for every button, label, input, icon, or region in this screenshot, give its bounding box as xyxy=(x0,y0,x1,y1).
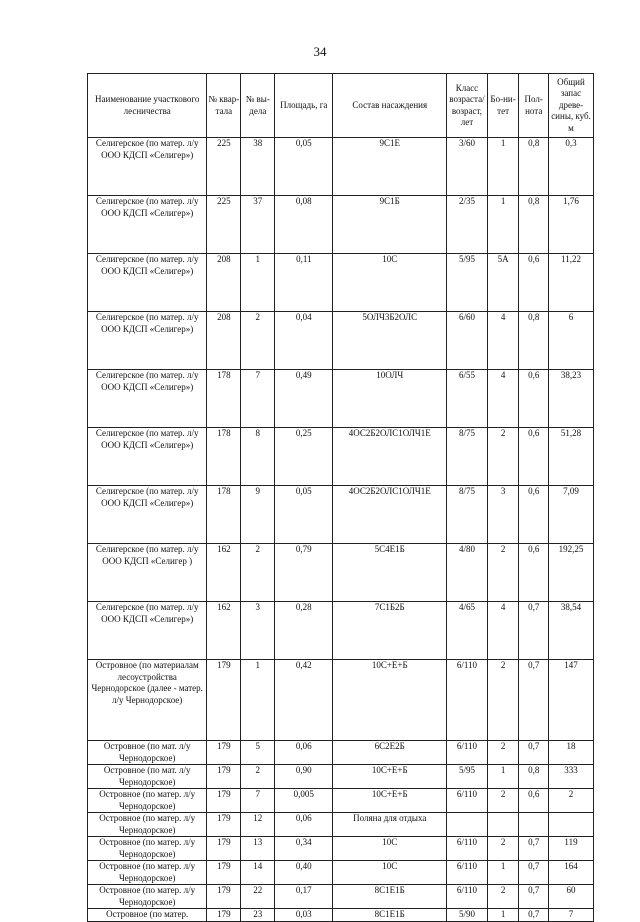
row-composition-cell: 10С+Е+Б xyxy=(333,765,447,789)
row-bonitet-cell: 4 xyxy=(487,602,519,660)
row-area-cell: 0,28 xyxy=(275,602,333,660)
row-kvartal-cell: 178 xyxy=(207,486,241,544)
row-age-cell: 6/110 xyxy=(447,837,488,861)
header-stock: Общий запас древе-сины, куб. м xyxy=(549,74,594,138)
row-vydel-cell: 2 xyxy=(241,312,275,370)
table-row xyxy=(88,428,594,486)
table-row xyxy=(88,861,594,885)
header-age-class: Класс возраста/ возраст, лет xyxy=(447,74,488,138)
row-area-cell: 0,05 xyxy=(275,138,333,196)
row-bonitet-cell: 5А xyxy=(487,254,519,312)
row-stock-cell: 119 xyxy=(549,837,594,861)
row-polnota-cell: 0,6 xyxy=(519,254,549,312)
table-row xyxy=(88,254,594,312)
row-composition-cell: 9С1Б xyxy=(333,196,447,254)
row-bonitet-cell: 2 xyxy=(487,428,519,486)
row-polnota-cell: 0,6 xyxy=(519,789,549,813)
row-composition-cell: 8С1Е1Б xyxy=(333,909,447,922)
row-stock-cell: 7,09 xyxy=(549,486,594,544)
row-vydel-cell: 1 xyxy=(241,660,275,741)
row-stock-cell: 6 xyxy=(549,312,594,370)
row-polnota-cell: 0,7 xyxy=(519,861,549,885)
row-name-cell: Островное (по матер. xyxy=(88,909,207,922)
row-area-cell: 0,11 xyxy=(275,254,333,312)
row-bonitet-cell: 2 xyxy=(487,660,519,741)
row-name-cell: Островное (по матер. л/у Чернодорское) xyxy=(88,885,207,909)
row-age-cell: 6/110 xyxy=(447,861,488,885)
table-row xyxy=(88,602,594,660)
row-bonitet-cell xyxy=(487,813,519,837)
row-name-cell: Островное (по материалам лесоустройства Чернодорское (далее - матер. л/у Чернодорское) xyxy=(88,660,207,741)
row-age-cell: 6/110 xyxy=(447,741,488,765)
row-kvartal-cell: 179 xyxy=(207,660,241,741)
row-composition-cell: 5С4Е1Б xyxy=(333,544,447,602)
row-age-cell: 5/95 xyxy=(447,765,488,789)
row-age-cell: 5/90 xyxy=(447,909,488,922)
row-area-cell: 0,05 xyxy=(275,486,333,544)
row-vydel-cell: 8 xyxy=(241,428,275,486)
row-bonitet-cell: 2 xyxy=(487,885,519,909)
row-vydel-cell: 3 xyxy=(241,602,275,660)
header-area: Площадь, га xyxy=(275,74,333,138)
row-polnota-cell: 0,6 xyxy=(519,544,549,602)
row-kvartal-cell: 179 xyxy=(207,813,241,837)
row-stock-cell: 18 xyxy=(549,741,594,765)
table-row xyxy=(88,909,594,922)
row-name-cell: Островное (по мат. л/у Чернодорское) xyxy=(88,765,207,789)
row-bonitet-cell: 1 xyxy=(487,861,519,885)
table-row xyxy=(88,486,594,544)
row-stock-cell: 60 xyxy=(549,885,594,909)
row-composition-cell: Поляна для отдыха xyxy=(333,813,447,837)
row-vydel-cell: 37 xyxy=(241,196,275,254)
row-area-cell: 0,005 xyxy=(275,789,333,813)
row-kvartal-cell: 179 xyxy=(207,789,241,813)
row-vydel-cell: 7 xyxy=(241,370,275,428)
row-composition-cell: 7С1Б2Б xyxy=(333,602,447,660)
row-vydel-cell: 2 xyxy=(241,544,275,602)
row-vydel-cell: 12 xyxy=(241,813,275,837)
row-composition-cell: 8С1Е1Б xyxy=(333,885,447,909)
table-header-row xyxy=(88,74,594,138)
row-name-cell: Селигерское (по матер. л/у ООО КДСП «Селигер») xyxy=(88,254,207,312)
row-age-cell: 8/75 xyxy=(447,486,488,544)
row-composition-cell: 5ОЛЧ3Б2ОЛС xyxy=(333,312,447,370)
row-polnota-cell: 0,7 xyxy=(519,741,549,765)
row-stock-cell xyxy=(549,813,594,837)
row-stock-cell: 147 xyxy=(549,660,594,741)
row-kvartal-cell: 179 xyxy=(207,861,241,885)
row-kvartal-cell: 179 xyxy=(207,741,241,765)
row-vydel-cell: 1 xyxy=(241,254,275,312)
table-row xyxy=(88,741,594,765)
row-area-cell: 0,34 xyxy=(275,837,333,861)
row-polnota-cell: 0,7 xyxy=(519,837,549,861)
row-age-cell: 6/110 xyxy=(447,885,488,909)
row-composition-cell: 9С1Е xyxy=(333,138,447,196)
row-age-cell: 6/110 xyxy=(447,660,488,741)
row-area-cell: 0,90 xyxy=(275,765,333,789)
row-area-cell: 0,17 xyxy=(275,885,333,909)
row-name-cell: Островное (по матер. л/у Чернодорское) xyxy=(88,861,207,885)
row-age-cell: 6/55 xyxy=(447,370,488,428)
row-vydel-cell: 5 xyxy=(241,741,275,765)
row-age-cell: 6/110 xyxy=(447,789,488,813)
row-kvartal-cell: 162 xyxy=(207,602,241,660)
row-bonitet-cell: 1 xyxy=(487,138,519,196)
row-stock-cell: 38,23 xyxy=(549,370,594,428)
row-polnota-cell: 0,7 xyxy=(519,885,549,909)
row-age-cell: 4/80 xyxy=(447,544,488,602)
table-row xyxy=(88,196,594,254)
row-age-cell: 4/65 xyxy=(447,602,488,660)
row-area-cell: 0,04 xyxy=(275,312,333,370)
row-bonitet-cell: 1 xyxy=(487,909,519,922)
row-polnota-cell: 0,8 xyxy=(519,312,549,370)
row-vydel-cell: 22 xyxy=(241,885,275,909)
table-row xyxy=(88,813,594,837)
row-vydel-cell: 13 xyxy=(241,837,275,861)
row-kvartal-cell: 225 xyxy=(207,196,241,254)
row-polnota-cell: 0,8 xyxy=(519,138,549,196)
row-composition-cell: 10С xyxy=(333,837,447,861)
row-age-cell: 6/60 xyxy=(447,312,488,370)
header-bonitet: Бо-ни-тет xyxy=(487,74,519,138)
row-bonitet-cell: 1 xyxy=(487,196,519,254)
row-name-cell: Селигерское (по матер. л/у ООО КДСП «Селигер») xyxy=(88,486,207,544)
row-vydel-cell: 14 xyxy=(241,861,275,885)
row-kvartal-cell: 178 xyxy=(207,370,241,428)
table-row xyxy=(88,837,594,861)
table-row xyxy=(88,544,594,602)
row-area-cell: 0,42 xyxy=(275,660,333,741)
row-kvartal-cell: 178 xyxy=(207,428,241,486)
table-row xyxy=(88,370,594,428)
row-bonitet-cell: 4 xyxy=(487,370,519,428)
row-stock-cell: 192,25 xyxy=(549,544,594,602)
header-vydel: № вы-дела xyxy=(241,74,275,138)
row-bonitet-cell: 2 xyxy=(487,741,519,765)
row-stock-cell: 333 xyxy=(549,765,594,789)
row-stock-cell: 51,28 xyxy=(549,428,594,486)
row-polnota-cell: 0,7 xyxy=(519,602,549,660)
row-name-cell: Островное (по мат. л/у Чернодорское) xyxy=(88,741,207,765)
row-stock-cell: 7 xyxy=(549,909,594,922)
row-vydel-cell: 7 xyxy=(241,789,275,813)
row-vydel-cell: 9 xyxy=(241,486,275,544)
row-name-cell: Селигерское (по матер. л/у ООО КДСП «Селигер») xyxy=(88,602,207,660)
row-vydel-cell: 38 xyxy=(241,138,275,196)
row-kvartal-cell: 179 xyxy=(207,909,241,922)
row-area-cell: 0,03 xyxy=(275,909,333,922)
row-composition-cell: 4ОС2Б2ОЛС1ОЛЧ1Е xyxy=(333,428,447,486)
row-composition-cell: 10С+Е+Б xyxy=(333,660,447,741)
row-composition-cell: 10С xyxy=(333,861,447,885)
row-composition-cell: 6С2Е2Б xyxy=(333,741,447,765)
row-vydel-cell: 2 xyxy=(241,765,275,789)
row-name-cell: Селигерское (по матер. л/у ООО КДСП «Селигер») xyxy=(88,312,207,370)
row-composition-cell: 10ОЛЧ xyxy=(333,370,447,428)
row-age-cell xyxy=(447,813,488,837)
row-name-cell: Селигерское (по матер. л/у ООО КДСП «Селигер ) xyxy=(88,544,207,602)
row-area-cell: 0,06 xyxy=(275,741,333,765)
page-number: 34 xyxy=(313,44,327,59)
row-age-cell: 3/60 xyxy=(447,138,488,196)
row-area-cell: 0,79 xyxy=(275,544,333,602)
row-area-cell: 0,49 xyxy=(275,370,333,428)
header-composition: Состав насаждения xyxy=(333,74,447,138)
table-row xyxy=(88,765,594,789)
row-vydel-cell: 23 xyxy=(241,909,275,922)
row-name-cell: Островное (по матер. л/у Чернодорское) xyxy=(88,813,207,837)
row-kvartal-cell: 208 xyxy=(207,312,241,370)
row-age-cell: 8/75 xyxy=(447,428,488,486)
forest-stands-table xyxy=(87,73,594,922)
row-polnota-cell: 0,8 xyxy=(519,765,549,789)
table-row xyxy=(88,312,594,370)
row-area-cell: 0,25 xyxy=(275,428,333,486)
row-bonitet-cell: 2 xyxy=(487,789,519,813)
row-name-cell: Селигерское (по матер. л/у ООО КДСП «Селигер») xyxy=(88,428,207,486)
row-area-cell: 0,08 xyxy=(275,196,333,254)
row-stock-cell: 0,3 xyxy=(549,138,594,196)
row-kvartal-cell: 179 xyxy=(207,765,241,789)
table-body xyxy=(88,138,594,922)
row-area-cell: 0,40 xyxy=(275,861,333,885)
row-kvartal-cell: 179 xyxy=(207,837,241,861)
row-polnota-cell: 0,8 xyxy=(519,196,549,254)
row-stock-cell: 1,76 xyxy=(549,196,594,254)
row-bonitet-cell: 3 xyxy=(487,486,519,544)
table-row xyxy=(88,660,594,741)
row-name-cell: Островное (по матер. л/у Чернодорское) xyxy=(88,789,207,813)
row-bonitet-cell: 2 xyxy=(487,837,519,861)
row-kvartal-cell: 162 xyxy=(207,544,241,602)
row-polnota-cell: 0,6 xyxy=(519,370,549,428)
row-age-cell: 5/95 xyxy=(447,254,488,312)
row-age-cell: 2/35 xyxy=(447,196,488,254)
row-polnota-cell: 0,6 xyxy=(519,428,549,486)
row-name-cell: Селигерское (по матер. л/у ООО КДСП «Селигер») xyxy=(88,370,207,428)
row-stock-cell: 2 xyxy=(549,789,594,813)
row-stock-cell: 164 xyxy=(549,861,594,885)
header-name: Наименование участкового лесничества xyxy=(88,74,207,138)
row-bonitet-cell: 2 xyxy=(487,544,519,602)
row-stock-cell: 38,54 xyxy=(549,602,594,660)
row-bonitet-cell: 1 xyxy=(487,765,519,789)
header-kvartal: № квар-тала xyxy=(207,74,241,138)
row-stock-cell: 11,22 xyxy=(549,254,594,312)
row-kvartal-cell: 225 xyxy=(207,138,241,196)
row-composition-cell: 10С+Е+Б xyxy=(333,789,447,813)
row-kvartal-cell: 179 xyxy=(207,885,241,909)
row-kvartal-cell: 208 xyxy=(207,254,241,312)
row-polnota-cell xyxy=(519,813,549,837)
table-row xyxy=(88,138,594,196)
table-row xyxy=(88,789,594,813)
row-name-cell: Островное (по матер. л/у Чернодорское) xyxy=(88,837,207,861)
row-polnota-cell: 0,7 xyxy=(519,660,549,741)
header-polnota: Пол-нота xyxy=(519,74,549,138)
row-name-cell: Селигерское (по матер. л/у ООО КДСП «Селигер») xyxy=(88,196,207,254)
row-area-cell: 0,06 xyxy=(275,813,333,837)
row-composition-cell: 10С xyxy=(333,254,447,312)
row-name-cell: Селигерское (по матер. л/у ООО КДСП «Селигер») xyxy=(88,138,207,196)
row-polnota-cell: 0,6 xyxy=(519,486,549,544)
row-bonitet-cell: 4 xyxy=(487,312,519,370)
row-polnota-cell: 0,7 xyxy=(519,909,549,922)
row-composition-cell: 4ОС2Б2ОЛС1ОЛЧ1Е xyxy=(333,486,447,544)
